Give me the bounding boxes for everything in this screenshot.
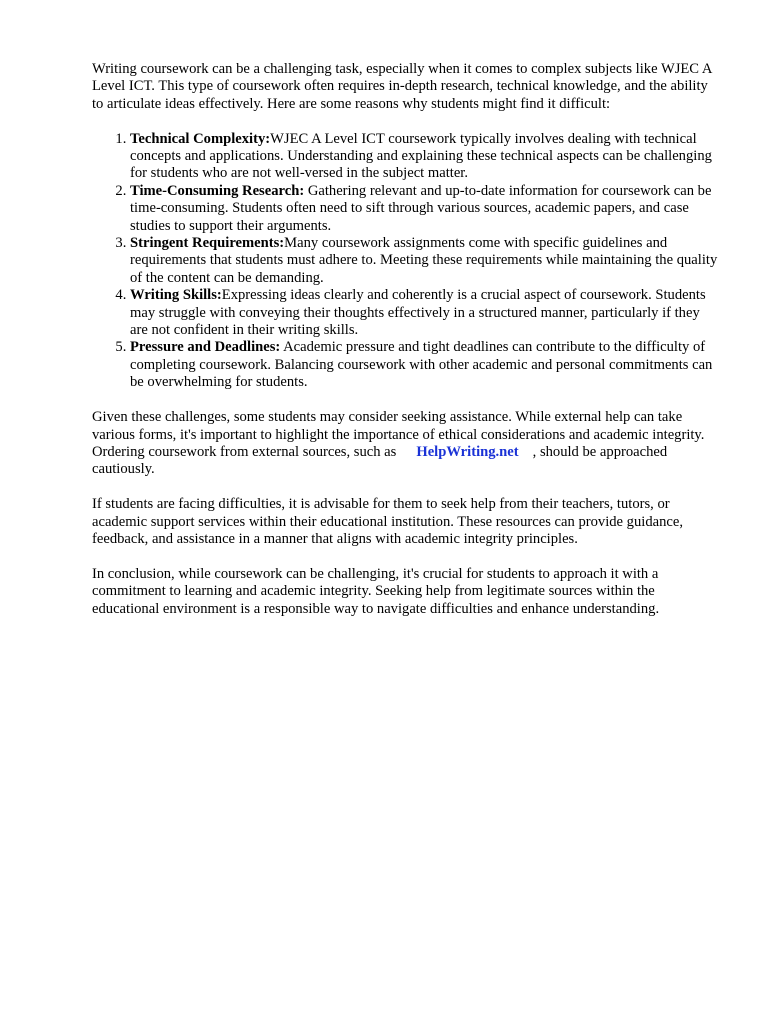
reasons-list [92, 131, 720, 392]
reason-term: Writing Skills: [130, 287, 222, 304]
reason-term: Technical Complexity: [130, 130, 271, 147]
assistance-text-after: , should be approached cautiously. [92, 443, 668, 478]
assistance-text-before: Given these challenges, some students may consider seeking assistance. While external help can take various forms, it's important to highlight the importance of ethical considerations and academic integrity. Ordering coursework from external sources, such as [92, 409, 705, 460]
reason-term: Stringent Requirements: [130, 235, 285, 252]
list-item [130, 183, 720, 235]
conclusion-paragraph: In conclusion, while coursework can be challenging, it's crucial for students to approach it with a commitment to learning and academic integrity. Seeking help from legitimate sources within the educational environment is a responsible way to navigate difficulties and enhance understanding. [92, 565, 660, 617]
reason-text: WJEC A Level ICT coursework typically involves dealing with technical concepts and applications. Understanding and explaining these technical aspects can be challenging for students who are not well-versed in the subject matter. [130, 130, 712, 182]
list-item [130, 287, 720, 339]
advice-paragraph: If students are facing difficulties, it is advisable for them to seek help from their teachers, tutors, or academic support services within their educational institution. These resources can provide guidance, feedback, and assistance in a manner that aligns with academic integrity principles. [92, 496, 683, 547]
reason-term: Time-Consuming Research: [130, 182, 305, 199]
list-item [130, 131, 720, 183]
reason-text: Many coursework assignments come with specific guidelines and requirements that students must adhere to. Meeting these requirements while maintaining the quality of the content can be demanding. [130, 235, 718, 286]
helpwriting-link[interactable]: HelpWriting.net [416, 443, 519, 460]
reason-text: Expressing ideas clearly and coherently is a crucial aspect of coursework. Students may struggle with conveying their thoughts effectively in a structured manner, particularly if they are not confident in their writing skills. [130, 287, 706, 339]
list-item [130, 235, 720, 287]
list-item [130, 339, 720, 391]
reason-text: Gathering relevant and up-to-date information for coursework can be time-consuming. Students often need to sift through various sources, academic papers, and case studies to support their arguments. [130, 182, 712, 234]
reason-term: Pressure and Deadlines: [130, 339, 281, 356]
intro-paragraph: Writing coursework can be a challenging task, especially when it comes to complex subjects like WJEC A Level ICT. This type of coursework often requires in-depth research, technical knowledge, and the ability to articulate ideas effectively. Here are some reasons why students might find it difficult: [92, 61, 712, 112]
assistance-paragraph [92, 409, 720, 479]
reason-text: Academic pressure and tight deadlines can contribute to the difficulty of completing coursework. Balancing coursework with other academic and personal commitments can be overwhelming for students. [130, 339, 713, 391]
